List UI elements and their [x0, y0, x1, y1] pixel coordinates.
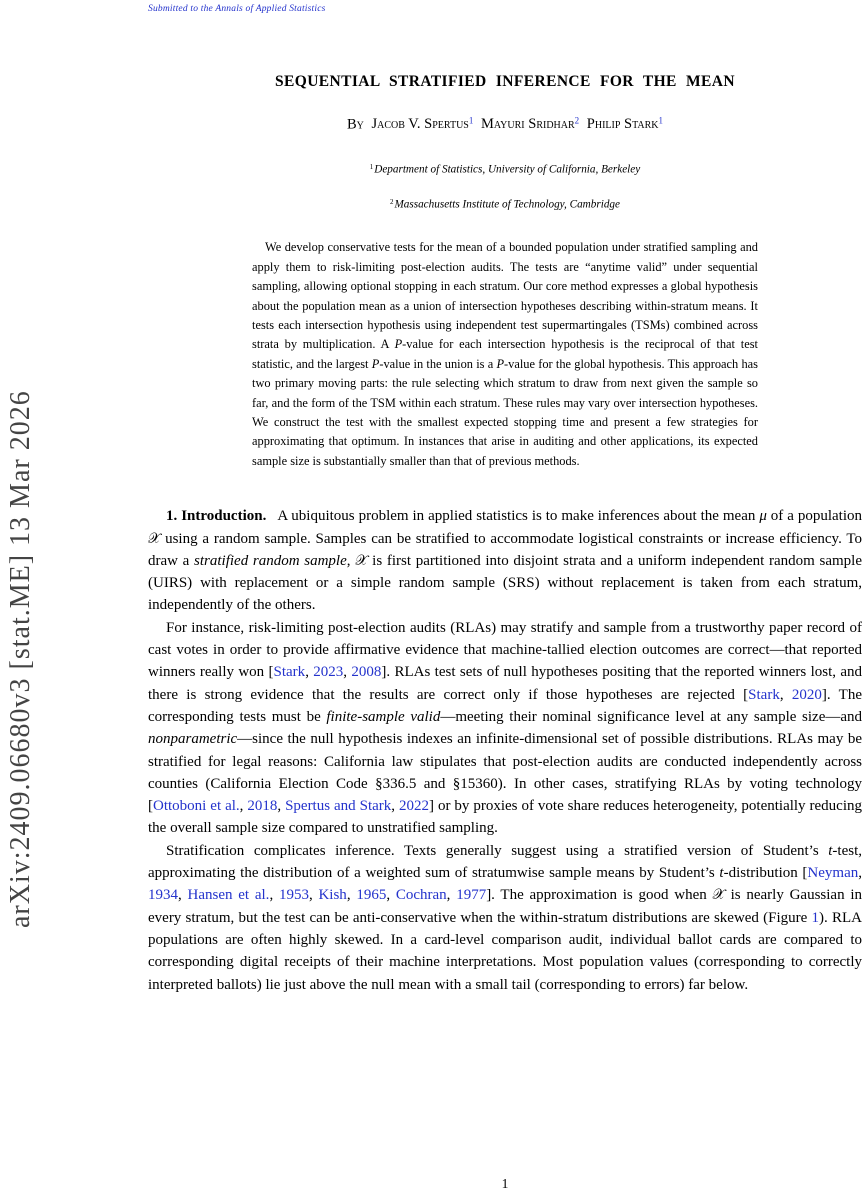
citation-link[interactable]: 1965	[356, 887, 387, 904]
text-run: using a random sample. Samples can be stratified to accommodate logistical constraints or increase efficiency. To draw a	[148, 530, 862, 569]
affiliation-marker: 2	[390, 197, 394, 206]
text-run: ,	[391, 798, 399, 815]
citation-link[interactable]: 2023	[313, 664, 344, 681]
text-run: -test, approximating the distribution of a weighted sum of stratumwise sample means by Student’s	[148, 842, 862, 882]
citation-link[interactable]: Cochran	[395, 887, 447, 904]
text-run: ,	[346, 887, 357, 904]
text-run: ,	[239, 798, 248, 815]
intro-paragraph-1	[148, 505, 862, 616]
paper-title: SEQUENTIAL STRATIFIED INFERENCE FOR THE MEAN	[275, 73, 735, 90]
text-run: -value for the global hypothesis. This approach has two primary moving parts: the rule selecting which stratum to draw from next given the sample so far, and the form of the TSM within each stratum. These rules may vary over intersection hypotheses. We construct the test with the smallest expected stopping time and present a few strategies for approximating that optimum. In instances that arise in auditing and other applications, its expected sample size is substantially smaller than that of previous methods.	[252, 356, 758, 468]
text-run: ,	[305, 664, 314, 681]
text-run: -value in the union is a	[379, 356, 497, 371]
text-run: P	[496, 356, 505, 371]
text-run: -value for each intersection hypothesis is the reciprocal of that test statistic, and the largest	[252, 337, 758, 371]
text-run: A ubiquitous problem in applied statistics is to make inferences about the mean	[277, 508, 760, 525]
citation-link[interactable]: 1934	[148, 887, 178, 904]
text-run: ]. RLAs test sets of null hypotheses positing that the reported winners lost, and there is strong evidence that the results are correct only if those hypotheses are rejected [	[148, 664, 863, 703]
citation-link[interactable]: Stark	[273, 664, 306, 681]
author-2	[481, 116, 579, 132]
text-run: ,	[178, 887, 188, 904]
citation-link[interactable]: Stark	[748, 686, 780, 703]
text-run: ,	[858, 865, 862, 882]
affiliation-2	[148, 195, 862, 211]
intro-paragraph-2	[148, 617, 862, 840]
text-run: 𝒳	[148, 530, 161, 547]
citation-link[interactable]: Kish	[318, 887, 347, 904]
text-run: ] or by proxies of vote share reduces heterogeneity, potentially reducing the overall sample size compared to unstratified sampling.	[148, 798, 862, 837]
text-run: finite-sample valid	[326, 708, 441, 725]
author-3	[587, 116, 663, 132]
author-name: Mayuri Sridhar	[480, 116, 575, 133]
byline-prefix: By	[346, 116, 364, 133]
text-run: For instance, risk-limiting post-election audits (RLAs) may stratify and sample from a trustworthy paper record of cast votes in order to provide affirmative evidence that machine-tallied election outcomes are correct—that reported winners really won [	[148, 619, 862, 681]
citation-link[interactable]: 1	[811, 909, 820, 926]
text-run: ,	[346, 552, 356, 569]
text-run: -distribution [	[723, 865, 808, 882]
text-run: —meeting their nominal significance level at any sample size—and	[440, 708, 863, 725]
affiliation-text: Department of Statistics, University of California, Berkeley	[374, 163, 641, 176]
author-name: Jacob V. Spertus	[371, 116, 469, 133]
citation-link[interactable]: Hansen et al.	[187, 887, 270, 904]
intro-paragraph-3	[148, 840, 862, 996]
text-run: is first partitioned into disjoint strata and a uniform independent random sample (UIRS) with replacement or a simple random sample (SRS) without replacement is taken from each stratum, independently of the others.	[148, 552, 862, 614]
text-run: of a population	[766, 508, 862, 525]
arxiv-stamp: arXiv:2409.06680v3 [stat.ME] 13 Mar 2026	[5, 390, 36, 928]
text-run: We develop conservative tests for the mean of a bounded population under stratified sampling and apply them to risk-limiting post-election audits. The tests are “anytime valid” under sequential sampling, allowing optional stopping in each stratum. Our core method expresses a global hypothesis about the population mean as a union of intersection hypotheses describing within-stratum means. It tests each intersection hypothesis using independent test supermartingales (TSMs) combined across strata by multiplication. A	[252, 240, 758, 352]
section-heading: 1. Introduction.	[166, 508, 267, 525]
citation-link[interactable]: 2008	[351, 664, 382, 681]
citation-link[interactable]: Spertus and Stark	[285, 798, 392, 815]
text-run: P	[394, 337, 403, 352]
author-affiliation-ref[interactable]: 2	[574, 116, 580, 126]
author-name: Philip Stark	[586, 116, 659, 133]
text-run: nonparametric	[148, 731, 238, 748]
content-column	[148, 0, 862, 996]
author-affiliation-ref[interactable]: 1	[658, 116, 664, 126]
text-run: ,	[343, 664, 352, 681]
affiliation-marker: 1	[369, 163, 374, 172]
text-run: ). RLA populations are often highly skewed. In a card-level comparison audit, individual ballot cards are compared to corresponding digital receipts of their machine interpretations. Most population values (corresponding to correctly interpreted ballots) lie just above the null mean with a small tail (corresponding to errors) far below.	[148, 909, 862, 993]
text-run: ]. The corresponding tests must be	[148, 686, 863, 725]
text-run: ,	[446, 887, 457, 904]
citation-link[interactable]: 2022	[399, 798, 429, 815]
text-run: ,	[308, 887, 319, 904]
text-run: 𝒳	[355, 552, 368, 569]
citation-link[interactable]: 1953	[278, 887, 309, 904]
citation-link[interactable]: 2018	[247, 798, 278, 815]
submission-note: Submitted to the Annals of Applied Statistics	[148, 4, 326, 14]
text-run: ,	[277, 798, 286, 815]
author-line	[148, 112, 862, 133]
text-run: is nearly Gaussian in every stratum, but the test can be anti-conservative when the within-stratum distributions are skewed (Figure	[148, 887, 863, 926]
citation-link[interactable]: 1977	[456, 887, 487, 904]
text-run: ,	[779, 686, 792, 703]
author-1	[372, 116, 474, 132]
citation-link[interactable]: Ottoboni et al.	[153, 798, 240, 815]
text-run: Stratification complicates inference. Texts generally suggest using a stratified version of Student’s	[166, 842, 829, 859]
abstract-block	[252, 238, 758, 471]
text-run: ,	[269, 887, 279, 904]
text-run: —since the null hypothesis indexes an infinite-dimensional set of possible distributions. RLAs may be stratified for legal reasons: California law stipulates that post-election audits are conducted independently across counties (California Election Code §336.5 and §15360). In other cases, stratifying RLAs by voting technology [	[148, 731, 862, 815]
text-run: t	[719, 865, 724, 882]
abstract-paragraph	[252, 238, 758, 471]
citation-link[interactable]: 2020	[791, 686, 822, 703]
introduction-section	[148, 505, 862, 996]
text-run: P	[371, 356, 380, 371]
text-run: μ	[759, 508, 767, 525]
text-run: ,	[386, 887, 396, 904]
affiliation-1	[148, 160, 862, 176]
text-run: stratified random sample	[194, 552, 347, 569]
text-run: ]. The approximation is good when	[486, 887, 713, 904]
page-number: 1	[501, 1176, 509, 1191]
author-affiliation-ref[interactable]: 1	[468, 116, 474, 126]
affiliation-text: Massachusetts Institute of Technology, Cambridge	[394, 198, 620, 211]
text-run: 𝒳	[712, 887, 725, 904]
citation-link[interactable]: Neyman	[807, 865, 859, 882]
text-run: t	[828, 842, 833, 859]
